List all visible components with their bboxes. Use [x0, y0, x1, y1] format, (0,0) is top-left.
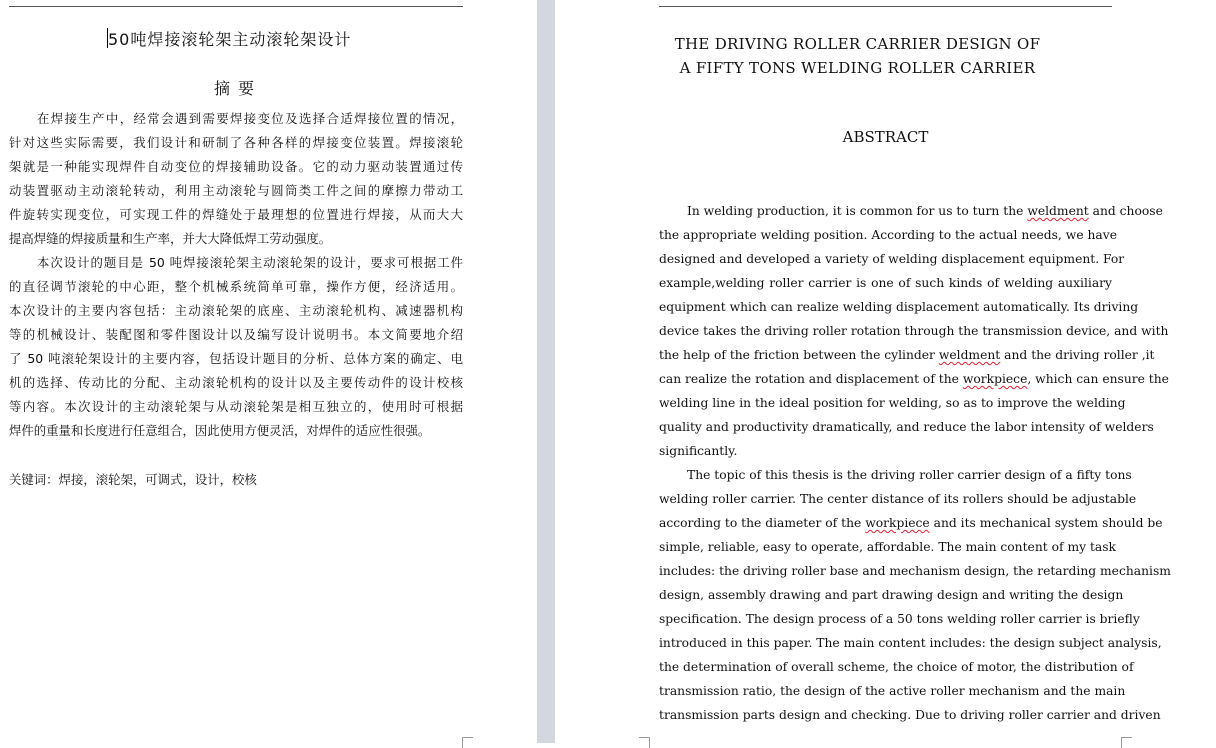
chinese-abstract-body[interactable]	[9, 107, 463, 443]
page-corner-mark	[639, 737, 650, 748]
text-line: the appropriate welding position. According to the actual needs, we have	[659, 228, 1117, 242]
english-title-line-2: A FIFTY TONS WELDING ROLLER CARRIER	[679, 59, 1036, 77]
text-line: 等内容。本次设计的主动滚轮架与从动滚轮架是相互独立的，使用时可根据	[9, 399, 463, 414]
text-line: 本次设计的题目是 50 吨焊接滚轮架主动滚轮架的设计，要求可根据工件	[37, 255, 463, 270]
text-line: specification. The design process of a 50 tons welding roller carrier is briefly	[659, 612, 1140, 626]
text-line: 等的机械设计、装配图和零件图设计以及编写设计说明书。本文简要地介绍	[9, 327, 463, 342]
text-line: 机的选择、传动比的分配、主动滚轮机构的设计以及主要传动件的设计校核	[9, 375, 463, 390]
header-rule	[659, 6, 1112, 7]
spellcheck-flag: workpiece	[962, 372, 1028, 386]
spellcheck-flag: weldment	[938, 348, 1001, 362]
text-line: device takes the driving roller rotation through the transmission device, and with	[659, 324, 1169, 338]
text-line: transmission ratio, the design of the active roller mechanism and the main	[659, 684, 1126, 698]
document-page-chinese	[0, 0, 537, 743]
text-line: can realize the rotation and displacement of the workpiece, which can ensure the	[659, 372, 1169, 386]
chinese-title[interactable]: 50吨焊接滚轮架主动滚轮架设计	[108, 30, 352, 49]
text-line: 件旋转实现变位，可实现工件的焊缝处于最理想的位置进行焊接，从而大大	[9, 207, 463, 222]
text-line: according to the diameter of the workpiece and its mechanical system should be	[659, 516, 1163, 530]
spellcheck-flag: workpiece	[865, 516, 930, 530]
english-title[interactable]	[555, 32, 1160, 80]
page-corner-mark	[1121, 737, 1132, 748]
text-line: the help of the friction between the cylinder weldment and the driving roller ,it	[659, 348, 1155, 362]
text-line: example,welding roller carrier is one of such kinds of welding auxiliary	[659, 276, 1112, 290]
text-line: significantly.	[659, 444, 738, 458]
text-line: welding roller carrier. The center distance of its rollers should be adjustable	[659, 492, 1137, 506]
spellcheck-flag: weldment	[1027, 204, 1089, 218]
text-line: 焊件的重量和长度进行任意组合，因此使用方便灵活，对焊件的适应性很强。	[9, 423, 431, 438]
text-line: introduced in this paper. The main content includes: the design subject analysis,	[659, 636, 1162, 650]
chinese-keywords[interactable]: 关键词：焊接，滚轮架，可调式，设计，校核	[9, 472, 257, 487]
text-line: transmission parts design and checking. Due to driving roller carrier and driven	[659, 708, 1161, 722]
text-line: 了 50 吨滚轮架设计的主要内容，包括设计题目的分析、总体方案的确定、电	[9, 351, 463, 366]
english-abstract-body[interactable]	[659, 199, 1171, 727]
text-line: 的直径调节滚轮的中心距，整个机械系统简单可靠，操作方便，经济适用。	[9, 279, 463, 294]
text-line: includes: the driving roller base and mechanism design, the retarding mechanism	[659, 564, 1171, 578]
text-line: 动装置驱动主动滚轮转动，利用主动滚轮与圆筒类工件之间的摩擦力带动工	[9, 183, 463, 198]
text-line: In welding production, it is common for us to turn the weldment and choose	[687, 204, 1163, 218]
text-line: the determination of overall scheme, the choice of motor, the distribution of	[659, 660, 1134, 674]
text-line: design, assembly drawing and part drawing design and writing the design	[659, 588, 1124, 602]
header-rule	[9, 6, 463, 7]
text-line: quality and productivity dramatically, and reduce the labor intensity of welders	[659, 420, 1154, 434]
text-line: 提高焊缝的焊接质量和生产率，并大大降低焊工劳动强度。	[9, 231, 332, 246]
page-corner-mark	[462, 737, 473, 748]
english-abstract-heading[interactable]: ABSTRACT	[842, 128, 929, 146]
document-page-english	[555, 0, 1171, 743]
text-line: 在焊接生产中，经常会遇到需要焊接变位及选择合适焊接位置的情况，	[37, 111, 463, 126]
text-line: The topic of this thesis is the driving roller carrier design of a fifty tons	[687, 468, 1132, 482]
text-line: 针对这些实际需要，我们设计和研制了各种各样的焊接变位装置。焊接滚轮	[9, 135, 463, 150]
english-title-line-1: THE DRIVING ROLLER CARRIER DESIGN OF	[674, 35, 1041, 53]
text-line: designed and developed a variety of welding displacement equipment. For	[659, 252, 1125, 266]
text-line: equipment which can realize welding displacement automatically. Its driving	[659, 300, 1139, 314]
chinese-abstract-heading[interactable]: 摘要	[214, 79, 263, 98]
text-line: 架就是一种能实现焊件自动变位的焊接辅助设备。它的动力驱动装置通过传	[9, 159, 463, 174]
text-line: 本次设计的主要内容包括：主动滚轮架的底座、主动滚轮机构、减速器机构	[9, 303, 463, 318]
page-gutter	[537, 0, 555, 743]
text-line: simple, reliable, easy to operate, affordable. The main content of my task	[659, 540, 1117, 554]
text-line: welding line in the ideal position for welding, so as to improve the welding	[659, 396, 1126, 410]
